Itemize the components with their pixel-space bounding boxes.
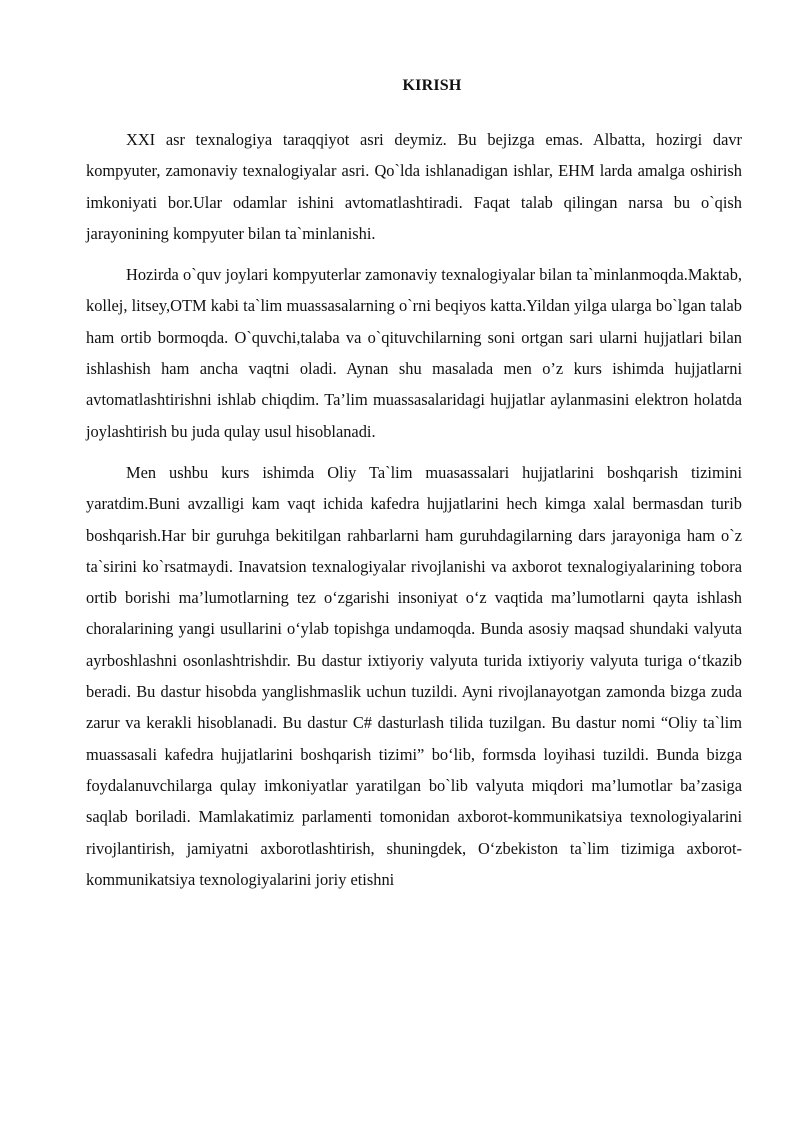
paragraph-2: Hozirda o`quv joylari kompyuterlar zamonaviy texnalogiyalar bilan ta`minlanmoqda.Maktab, kollej, litsey,OTM kabi ta`lim muassasalarning o`rni beqiyos katta.Yildan yilga ularga bo`lgan talab ham ortib bormoqda. O`quvchi,talaba va o`qituvchilarning soni ortgan sari ularni hujjatlari bilan ishlashish ham ancha vaqtni oladi. Aynan shu masalada men o’z kurs ishimda hujjatlarni avtomatlashtirishni ishlab chiqdim. Ta’lim muassasalaridagi hujjatlar aylanmasini elektron holatda joylashtirish bu juda qulay usul hisoblanadi. <box>86 265 742 441</box>
paragraph-3: Men ushbu kurs ishimda Oliy Ta`lim muasassalari hujjatlarini boshqarish tizimini yaratdim.Buni avzalligi kam vaqt ichida kafedra hujjatlarini hech kimga xalal bermasdan turib boshqarish.Har bir guruhga bekitilgan rahbarlarni ham guruhdagilarning dars jarayoniga ham o`z ta`sirini ko`rsatmaydi. Inavatsion texnalogiyalar rivojlanishi va axborot texnalogiyalarining tobora ortib borishi ma’lumotlarning tez o‘zgarishi insoniyat o‘z vaqtida ma’lumotlarni qayta ishlash choralarining yangi usullarini o‘ylab topishga undamoqda. Bunda asosiy maqsad shundaki valyuta ayrboshlashni osonlashtrishdir. Bu dastur ixtiyoriy valyuta turida ixtiyoriy valyuta turiga o‘tkazib beradi. Bu dastur hisobda yanglishmaslik uchun tuzildi. Ayni rivojlanayotgan zamonda bizga zuda zarur va kerakli hisoblanadi. Bu dastur C# dasturlash tilida tuzilgan. Bu dastur nomi “Oliy ta`lim muassasali kafedra hujjatlarini boshqarish tizimi” bo‘lib, formsda loyihasi tuzildi. Bunda bizga foydalanuvchilarga qulay imkoniyatlar yaratilgan bo`lib valyuta miqdori ma’lumotlar ba’zasiga saqlab boriladi. Mamlakatimiz parlamenti tomonidan axborot-kommunikatsiya texnologiyalarini rivojlantirish, jamiyatni axborotlashtirish, shuningdek, O‘zbekiston ta`lim tizimiga axborot-kommunikatsiya texnologiyalarini joriy etishni <box>86 462 742 889</box>
page-title: KIRISH <box>402 77 462 94</box>
paragraph-1: XXI asr texnalogiya taraqqiyot asri deymiz. Bu bejizga emas. Albatta, hozirgi davr kompyuter, zamonaviy texnalogiyalar asri. Qo`lda ishlanadigan ishlar, EHM larda amalga oshirish imkoniyati bor.Ular odamlar ishini avtomatlashtiradi. Faqat talab qilingan narsa bu o`qish jarayonining kompyuter bilan ta`minlanishi. <box>86 130 742 243</box>
document-body <box>86 124 742 895</box>
